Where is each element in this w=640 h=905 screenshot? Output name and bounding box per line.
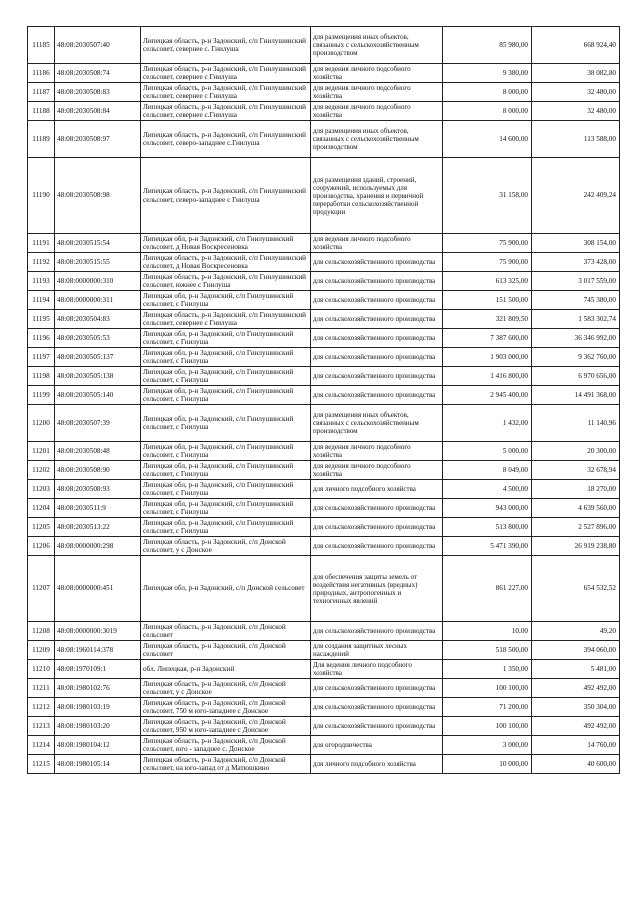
cadastral-value-cell: 350 304,00 xyxy=(532,698,620,717)
address-cell: Липецкая обл, р-н Задонский, с/п Гнилушинский сельсовет, с Гнилуша xyxy=(141,291,311,310)
address-cell: Липецкая область, р-н Задонский, с/п Донской сельсовет, у с Донское xyxy=(141,537,311,556)
address-cell: Липецкая область, р-н Задонский, с/п Донской сельсовет, юго - западнее с. Донское xyxy=(141,736,311,755)
address-cell: Липецкая область, р-н Задонский, с/п Гнилушинский сельсовет, севернее с Гнилуша xyxy=(141,64,311,83)
permitted-use-cell: для размещения зданий, строений, сооружений, используемых для производства, хранения и первичной переработки сельскохозяйственной продукции xyxy=(311,158,443,234)
address-cell: Липецкая область, р-н Задонский, с/п Гнилушинский сельсовет, д Новая Воскресеновка xyxy=(141,253,311,272)
cadastral-value-cell: 32 480,00 xyxy=(532,83,620,102)
permitted-use-cell: для ведения личного подсобного хозяйства xyxy=(311,64,443,83)
cadastral-value-cell: 745 380,00 xyxy=(532,291,620,310)
cadastral-value-cell: 654 532,52 xyxy=(532,556,620,622)
cadastral-value-cell: 668 924,40 xyxy=(532,27,620,64)
permitted-use-cell: для личного подсобного хозяйства xyxy=(311,755,443,774)
permitted-use-cell: для сельскохозяйственного производства xyxy=(311,622,443,641)
permitted-use-cell: для сельскохозяйственного производства xyxy=(311,386,443,405)
area-cell: 10,00 xyxy=(443,622,532,641)
table-row xyxy=(28,556,620,622)
row-number: 11202 xyxy=(28,461,55,480)
row-number: 11203 xyxy=(28,480,55,499)
cadastral-number: 48:08:0000000:311 xyxy=(55,291,141,310)
cadastral-number: 48:08:0000000:451 xyxy=(55,556,141,622)
area-cell: 1 416 800,00 xyxy=(443,367,532,386)
area-cell: 943 000,00 xyxy=(443,499,532,518)
permitted-use-cell: Для ведения личного подсобного хозяйства xyxy=(311,660,443,679)
permitted-use-cell: для сельскохозяйственного производства xyxy=(311,348,443,367)
row-number: 11214 xyxy=(28,736,55,755)
row-number: 11192 xyxy=(28,253,55,272)
area-cell: 151 500,00 xyxy=(443,291,532,310)
address-cell: Липецкая область, р-н Задонский, с/п Донской сельсовет, у с Донское xyxy=(141,679,311,698)
address-cell: Липецкая обл, р-н Задонский, с/п Гнилушинский сельсовет, с Гнилуша xyxy=(141,499,311,518)
area-cell: 321 809,50 xyxy=(443,310,532,329)
table-row xyxy=(28,717,620,736)
table-row xyxy=(28,755,620,774)
cadastral-number: 48:08:2030513:22 xyxy=(55,518,141,537)
cadastral-value-cell: 3 017 559,00 xyxy=(532,272,620,291)
cadastral-number: 48:08:2030507:40 xyxy=(55,27,141,64)
permitted-use-cell: для сельскохозяйственного производства xyxy=(311,272,443,291)
table-row xyxy=(28,622,620,641)
cadastral-value-cell: 40 600,00 xyxy=(532,755,620,774)
area-cell: 100 100,00 xyxy=(443,679,532,698)
cadastral-value-cell: 38 082,80 xyxy=(532,64,620,83)
area-cell: 100 100,00 xyxy=(443,717,532,736)
row-number: 11200 xyxy=(28,405,55,442)
row-number: 11196 xyxy=(28,329,55,348)
address-cell: Липецкая обл, р-н Задонский, с/п Гнилушинский сельсовет, с Гнилуша xyxy=(141,405,311,442)
row-number: 11197 xyxy=(28,348,55,367)
table-row xyxy=(28,660,620,679)
permitted-use-cell: для создания защитных лесных насаждений xyxy=(311,641,443,660)
row-number: 11211 xyxy=(28,679,55,698)
address-cell: Липецкая обл, р-н Задонский, с/п Гнилушинский сельсовет, с Гнилуша xyxy=(141,348,311,367)
row-number: 11209 xyxy=(28,641,55,660)
area-cell: 85 980,00 xyxy=(443,27,532,64)
address-cell: обл. Липецкая, р-н Задонский xyxy=(141,660,311,679)
area-cell: 613 325,00 xyxy=(443,272,532,291)
table-row xyxy=(28,480,620,499)
table-row xyxy=(28,83,620,102)
row-number: 11206 xyxy=(28,537,55,556)
row-number: 11185 xyxy=(28,27,55,64)
permitted-use-cell: для сельскохозяйственного производства xyxy=(311,253,443,272)
permitted-use-cell: для ведения личного подсобного хозяйства xyxy=(311,442,443,461)
cadastral-value-cell: 6 970 656,00 xyxy=(532,367,620,386)
cadastral-number: 48:08:2030508:74 xyxy=(55,64,141,83)
address-cell: Липецкая область, р-н Задонский, с/п Донской сельсовет, 750 м юго-западнее с Донское xyxy=(141,698,311,717)
row-number: 11187 xyxy=(28,83,55,102)
table-row xyxy=(28,329,620,348)
row-number: 11186 xyxy=(28,64,55,83)
address-cell: Липецкая обл, р-н Задонский, с/п Гнилушинский сельсовет, с Гнилуша xyxy=(141,480,311,499)
address-cell: Липецкая обл, р-н Задонский, с/п Гнилушинский сельсовет, д Новая Воскресеновка xyxy=(141,234,311,253)
area-cell: 5 000,00 xyxy=(443,442,532,461)
cadastral-number: 48:08:2030508:83 xyxy=(55,83,141,102)
cadastral-number: 48:08:1980102:76 xyxy=(55,679,141,698)
table-row xyxy=(28,386,620,405)
table-row xyxy=(28,367,620,386)
row-number: 11188 xyxy=(28,102,55,121)
cadastral-number: 48:08:0000000:3019 xyxy=(55,622,141,641)
permitted-use-cell: для сельскохозяйственного производства xyxy=(311,518,443,537)
cadastral-value-cell: 26 919 238,80 xyxy=(532,537,620,556)
address-cell: Липецкая область, р-н Задонский, с/п Гнилушинский сельсовет, севернее с Гнилуша xyxy=(141,83,311,102)
area-cell: 1 350,00 xyxy=(443,660,532,679)
table-row xyxy=(28,679,620,698)
row-number: 11191 xyxy=(28,234,55,253)
area-cell: 1 903 000,00 xyxy=(443,348,532,367)
permitted-use-cell: для сельскохозяйственного производства xyxy=(311,291,443,310)
permitted-use-cell: для сельскохозяйственного производства xyxy=(311,499,443,518)
area-cell: 8 049,00 xyxy=(443,461,532,480)
cadastral-value-cell: 36 346 992,00 xyxy=(532,329,620,348)
area-cell: 75 900,00 xyxy=(443,253,532,272)
address-cell: Липецкая обл, р-н Задонский, с/п Гнилушинский сельсовет, с Гнилуша xyxy=(141,442,311,461)
address-cell: Липецкая область, р-н Задонский, с/п Гнилушинский сельсовет, севернее с.Гнилуша xyxy=(141,102,311,121)
permitted-use-cell: для сельскохозяйственного производства xyxy=(311,679,443,698)
table-row xyxy=(28,158,620,234)
area-cell: 8 000,00 xyxy=(443,83,532,102)
cadastral-number: 48:08:2030508:98 xyxy=(55,158,141,234)
permitted-use-cell: для обеспечения защиты земель от воздействия негативных (вредных) природных, антропогенных и техногенных явлений xyxy=(311,556,443,622)
permitted-use-cell: для личного подсобного хозяйства xyxy=(311,480,443,499)
table-row xyxy=(28,291,620,310)
cadastral-value-cell: 4 639 560,00 xyxy=(532,499,620,518)
table-row xyxy=(28,499,620,518)
address-cell: Липецкая область, р-н Задонский, с/п Гнилушинский сельсовет, северо-западнее с Гнилуша xyxy=(141,158,311,234)
cadastral-number: 48:08:1980105:14 xyxy=(55,755,141,774)
permitted-use-cell: для огородничества xyxy=(311,736,443,755)
cadastral-number: 48:08:2030505:138 xyxy=(55,367,141,386)
area-cell: 71 200,00 xyxy=(443,698,532,717)
cadastral-number: 48:08:2030508:90 xyxy=(55,461,141,480)
area-cell: 75 900,00 xyxy=(443,234,532,253)
address-cell: Липецкая обл, р-н Задонский, с/п Донской сельсовет xyxy=(141,556,311,622)
area-cell: 3 000,00 xyxy=(443,736,532,755)
table-row xyxy=(28,641,620,660)
row-number: 11195 xyxy=(28,310,55,329)
address-cell: Липецкая обл, р-н Задонский, с/п Гнилушинский сельсовет, с Гнилуша xyxy=(141,367,311,386)
permitted-use-cell: для сельскохозяйственного производства xyxy=(311,329,443,348)
row-number: 11213 xyxy=(28,717,55,736)
permitted-use-cell: для ведения личного подсобного хозяйства xyxy=(311,102,443,121)
area-cell: 31 158,00 xyxy=(443,158,532,234)
permitted-use-cell: для сельскохозяйственного производства xyxy=(311,310,443,329)
table-row xyxy=(28,518,620,537)
cadastral-number: 48:08:2030515:55 xyxy=(55,253,141,272)
permitted-use-cell: для сельскохозяйственного производства xyxy=(311,698,443,717)
table-row xyxy=(28,348,620,367)
area-cell: 1 432,00 xyxy=(443,405,532,442)
table-row xyxy=(28,442,620,461)
cadastral-table-page xyxy=(27,26,619,774)
permitted-use-cell: для ведения личного подсобного хозяйства xyxy=(311,234,443,253)
row-number: 11199 xyxy=(28,386,55,405)
address-cell: Липецкая область, р-н Задонский, с/п Донской сельсовет xyxy=(141,622,311,641)
row-number: 11198 xyxy=(28,367,55,386)
address-cell: Липецкая обл, р-н Задонский, с/п Гнилушинский сельсовет, с Гнилуша xyxy=(141,329,311,348)
area-cell: 14 600,00 xyxy=(443,121,532,158)
row-number: 11208 xyxy=(28,622,55,641)
row-number: 11201 xyxy=(28,442,55,461)
cadastral-value-cell: 18 270,00 xyxy=(532,480,620,499)
cadastral-value-cell: 14 760,00 xyxy=(532,736,620,755)
cadastral-number: 48:08:2030508:97 xyxy=(55,121,141,158)
area-cell: 9 380,00 xyxy=(443,64,532,83)
row-number: 11207 xyxy=(28,556,55,622)
address-cell: Липецкая область, р-н Задонский, с/п Гнилушинский сельсовет, южнее с Гнилуша xyxy=(141,272,311,291)
row-number: 11210 xyxy=(28,660,55,679)
cadastral-value-cell: 113 588,00 xyxy=(532,121,620,158)
cadastral-number: 48:08:0000000:310 xyxy=(55,272,141,291)
cadastral-value-cell: 14 491 368,00 xyxy=(532,386,620,405)
row-number: 11189 xyxy=(28,121,55,158)
area-cell: 7 387 600,00 xyxy=(443,329,532,348)
cadastral-number: 48:08:2030508:48 xyxy=(55,442,141,461)
cadastral-number: 48:08:2030507:39 xyxy=(55,405,141,442)
cadastral-value-cell: 5 481,00 xyxy=(532,660,620,679)
cadastral-value-table xyxy=(27,26,620,774)
permitted-use-cell: для ведения личного подсобного хозяйства xyxy=(311,83,443,102)
table-row xyxy=(28,698,620,717)
area-cell: 513 800,00 xyxy=(443,518,532,537)
area-cell: 8 000,00 xyxy=(443,102,532,121)
cadastral-number: 48:08:2030508:84 xyxy=(55,102,141,121)
cadastral-number: 48:08:1970109:1 xyxy=(55,660,141,679)
cadastral-value-cell: 11 140,96 xyxy=(532,405,620,442)
cadastral-value-cell: 492 492,00 xyxy=(532,679,620,698)
table-body xyxy=(28,27,620,774)
area-cell: 5 471 390,00 xyxy=(443,537,532,556)
address-cell: Липецкая область, р-н Задонский, с/п Донской сельсовет, 950 м юго-западнее с Донское xyxy=(141,717,311,736)
table-row xyxy=(28,121,620,158)
area-cell: 518 500,00 xyxy=(443,641,532,660)
address-cell: Липецкая обл, р-н Задонский, с/п Гнилушинский сельсовет, с Гнилуша xyxy=(141,461,311,480)
table-row xyxy=(28,405,620,442)
cadastral-number: 48:08:2030511:9 xyxy=(55,499,141,518)
table-row xyxy=(28,272,620,291)
table-row xyxy=(28,537,620,556)
cadastral-number: 48:08:2030508:93 xyxy=(55,480,141,499)
table-row xyxy=(28,27,620,64)
cadastral-number: 48:08:2030504:83 xyxy=(55,310,141,329)
permitted-use-cell: для размещения иных объектов, связанных с сельскохозяйственным производством xyxy=(311,121,443,158)
cadastral-number: 48:08:2030505:140 xyxy=(55,386,141,405)
permitted-use-cell: для ведения личного подсобного хозяйства xyxy=(311,461,443,480)
table-row xyxy=(28,234,620,253)
area-cell: 861 227,00 xyxy=(443,556,532,622)
cadastral-number: 48:08:1980104:12 xyxy=(55,736,141,755)
row-number: 11212 xyxy=(28,698,55,717)
address-cell: Липецкая область, р-н Задонский, с/п Гнилушинский сельсовет, севернее с. Гнилуша xyxy=(141,27,311,64)
table-row xyxy=(28,102,620,121)
row-number: 11190 xyxy=(28,158,55,234)
permitted-use-cell: для сельскохозяйственного производства xyxy=(311,367,443,386)
cadastral-value-cell: 49,20 xyxy=(532,622,620,641)
cadastral-value-cell: 32 678,94 xyxy=(532,461,620,480)
cadastral-value-cell: 492 492,00 xyxy=(532,717,620,736)
address-cell: Липецкая область, р-н Задонский, с/п Гнилушинский сельсовет, севернее с Гнилуша xyxy=(141,310,311,329)
cadastral-number: 48:08:1980103:20 xyxy=(55,717,141,736)
row-number: 11204 xyxy=(28,499,55,518)
permitted-use-cell: для сельскохозяйственного производства xyxy=(311,717,443,736)
row-number: 11205 xyxy=(28,518,55,537)
permitted-use-cell: для размещения иных объектов, связанных с сельскохозяйственным производством xyxy=(311,27,443,64)
cadastral-number: 48:08:2030515:54 xyxy=(55,234,141,253)
row-number: 11215 xyxy=(28,755,55,774)
cadastral-number: 48:08:0000000:298 xyxy=(55,537,141,556)
permitted-use-cell: для размещения иных объектов, связанных с сельскохозяйственным производством xyxy=(311,405,443,442)
cadastral-number: 48:08:2030505:137 xyxy=(55,348,141,367)
address-cell: Липецкая область, р-н Задонский, с/п Донской сельсовет, на юго-запад от д Матюшкино xyxy=(141,755,311,774)
area-cell: 4 500,00 xyxy=(443,480,532,499)
address-cell: Липецкая область, р-н Задонский, с/п Гнилушинский сельсовет, северо-западнее с.Гнилуша xyxy=(141,121,311,158)
address-cell: Липецкая область, р-н Задонский, с/п Донской сельсовет xyxy=(141,641,311,660)
cadastral-number: 48:08:1980103:19 xyxy=(55,698,141,717)
cadastral-value-cell: 20 300,00 xyxy=(532,442,620,461)
table-row xyxy=(28,736,620,755)
cadastral-value-cell: 9 362 760,00 xyxy=(532,348,620,367)
address-cell: Липецкая обл, р-н Задонский, с/п Гнилушинский сельсовет, с Гнилуша xyxy=(141,518,311,537)
cadastral-value-cell: 308 154,00 xyxy=(532,234,620,253)
cadastral-number: 48:08:1960114:378 xyxy=(55,641,141,660)
cadastral-number: 48:08:2030505:53 xyxy=(55,329,141,348)
row-number: 11193 xyxy=(28,272,55,291)
table-row xyxy=(28,64,620,83)
table-row xyxy=(28,310,620,329)
cadastral-value-cell: 2 527 896,00 xyxy=(532,518,620,537)
table-row xyxy=(28,253,620,272)
area-cell: 10 000,00 xyxy=(443,755,532,774)
permitted-use-cell: для сельскохозяйственного производства xyxy=(311,537,443,556)
cadastral-value-cell: 242 409,24 xyxy=(532,158,620,234)
row-number: 11194 xyxy=(28,291,55,310)
area-cell: 2 945 400,00 xyxy=(443,386,532,405)
address-cell: Липецкая обл, р-н Задонский, с/п Гнилушинский сельсовет, с Гнилуша xyxy=(141,386,311,405)
cadastral-value-cell: 394 060,00 xyxy=(532,641,620,660)
cadastral-value-cell: 32 480,00 xyxy=(532,102,620,121)
cadastral-value-cell: 373 428,00 xyxy=(532,253,620,272)
cadastral-value-cell: 1 583 302,74 xyxy=(532,310,620,329)
table-row xyxy=(28,461,620,480)
